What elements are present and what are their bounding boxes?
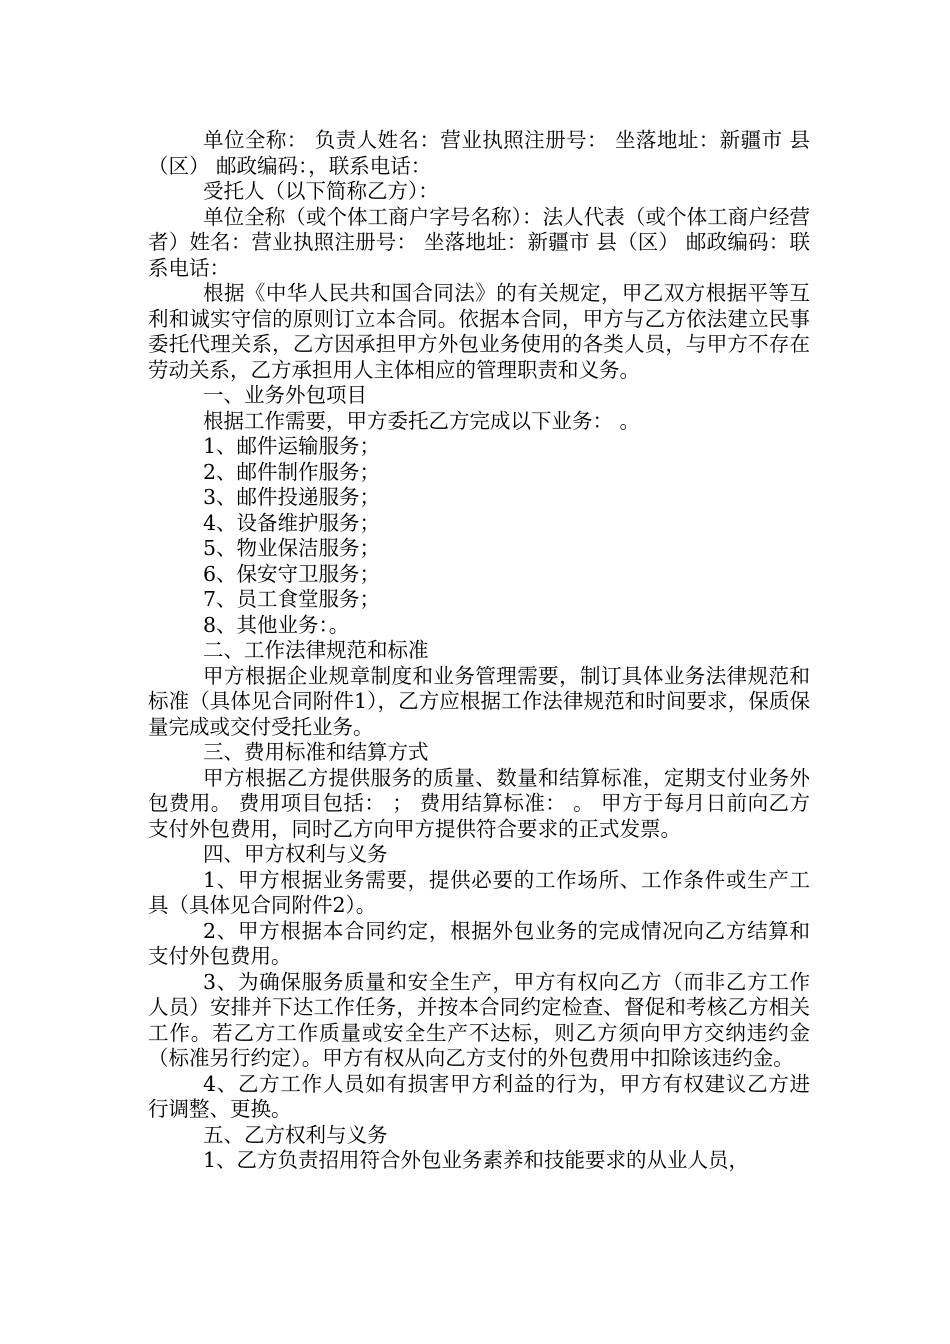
list-item: 7、员工食堂服务； bbox=[203, 587, 381, 611]
section-4-clause-4: 4、乙方工作人员如有损害甲方利益的行为，甲方有权建议乙方进行调整、更换。 bbox=[148, 1071, 810, 1121]
list-item: 3、邮件投递服务； bbox=[203, 485, 381, 509]
section-heading-5: 五、乙方权利与义务 bbox=[203, 1122, 388, 1147]
document-page bbox=[148, 128, 810, 1174]
list-item: 5、物业保洁服务； bbox=[203, 536, 381, 560]
section-2-body: 甲方根据企业规章制度和业务管理需要，制订具体业务法律规范和标准（具体见合同附件1），乙方应根据工作法律规范和时间要求，保质保量完成或交付受托业务。 bbox=[148, 663, 810, 739]
list-item: 6、保安守卫服务； bbox=[203, 561, 381, 586]
section-1-intro: 根据工作需要，甲方委托乙方完成以下业务： 。 bbox=[203, 408, 641, 433]
section-3-body: 甲方根据乙方提供服务的质量、数量和结算标准，定期支付业务外包费用。 费用项目包括： ； 费用结算标准： 。 甲方于每月日前向乙方支付外包费用，同时乙方向甲方提供符合要求的正式发票。 bbox=[148, 765, 810, 841]
party-b-heading: 受托人（以下简称乙方）： bbox=[203, 179, 439, 203]
section-heading-2: 二、工作法律规范和标准 bbox=[203, 638, 429, 662]
preamble-paragraph: 根据《中华人民共和国合同法》的有关规定，甲乙双方根据平等互利和诚实守信的原则订立本合同。依据本合同，甲方与乙方依法建立民事委托代理关系，乙方因承担甲方外包业务使用的各类人员，与甲方不存在劳动关系，乙方承担用人主体相应的管理职责和义务。 bbox=[148, 281, 810, 382]
section-heading-3: 三、费用标准和结算方式 bbox=[203, 740, 429, 764]
list-item: 1、邮件运输服务； bbox=[203, 434, 381, 458]
section-heading-4: 四、甲方权利与义务 bbox=[203, 842, 388, 866]
section-4-clause-2: 2、甲方根据本合同约定，根据外包业务的完成情况向乙方结算和支付外包费用。 bbox=[148, 918, 810, 968]
list-item: 2、邮件制作服务； bbox=[203, 459, 381, 484]
list-item: 8、其他业务：。 bbox=[203, 612, 350, 637]
section-5-clause-1: 1、乙方负责招用符合外包业务素养和技能要求的从业人员， bbox=[203, 1148, 750, 1172]
section-heading-1: 一、业务外包项目 bbox=[203, 383, 367, 407]
party-b-info: 单位全称（或个体工商户字号名称）：法人代表（或个体工商户经营者）姓名：营业执照注册号： 坐落地址：新疆市 县（区） 邮政编码：联系电话： bbox=[148, 204, 810, 280]
list-item: 4、设备维护服务； bbox=[203, 510, 381, 535]
section-4-clause-3: 3、为确保服务质量和安全生产，甲方有权向乙方（而非乙方工作人员）安排并下达工作任务，并按本合同约定检查、督促和考核乙方相关工作。若乙方工作质量或安全生产不达标，则乙方须向甲方交纳违约金（标准另行约定）。甲方有权从向乙方支付的外包费用中扣除该违约金。 bbox=[148, 969, 810, 1070]
section-4-clause-1: 1、甲方根据业务需要，提供必要的工作场所、工作条件或生产工具（具体见合同附件2）。 bbox=[148, 867, 810, 917]
party-a-info: 单位全称： 负责人姓名：营业执照注册号： 坐落地址：新疆市 县（区） 邮政编码：，联系电话： bbox=[148, 128, 810, 178]
